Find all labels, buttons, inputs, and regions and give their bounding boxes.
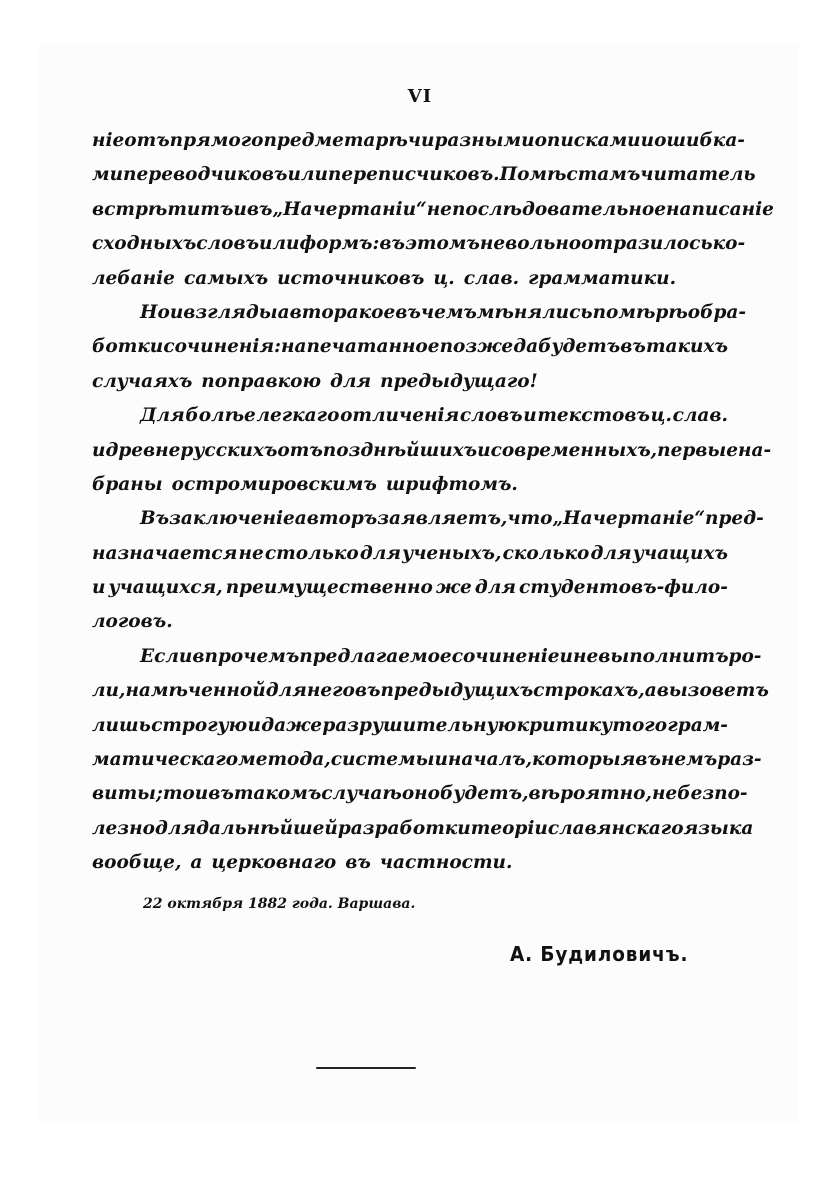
word: для xyxy=(359,542,401,564)
word: и xyxy=(477,439,491,461)
word: ми xyxy=(92,164,124,186)
word: въ xyxy=(246,198,273,220)
word: оно xyxy=(401,783,440,805)
text-line xyxy=(92,399,728,433)
word: источниковъ xyxy=(277,267,425,289)
word: и xyxy=(92,439,106,461)
word: такомъ xyxy=(233,783,322,805)
word: а xyxy=(644,680,657,702)
word: ко- xyxy=(712,233,746,255)
text-line xyxy=(92,330,728,364)
word: учащихся, xyxy=(108,577,223,599)
word: того xyxy=(612,714,668,736)
word: невольно xyxy=(479,233,582,255)
word: отъ xyxy=(124,130,170,151)
word: предлагаемое xyxy=(299,645,452,667)
word: въ xyxy=(635,749,661,771)
word: логовъ. xyxy=(92,611,173,633)
text-line xyxy=(92,158,756,192)
word: не xyxy=(651,783,678,805)
word: предмета xyxy=(263,130,376,151)
word: и xyxy=(169,301,184,323)
word: въ xyxy=(345,852,371,874)
word: же xyxy=(435,577,472,599)
word: въ xyxy=(620,336,646,358)
text-line xyxy=(92,434,772,468)
word: будетъ, xyxy=(439,783,529,805)
word: началъ, xyxy=(447,749,533,771)
word: что xyxy=(507,508,553,530)
word: ц. xyxy=(433,267,455,289)
text-line xyxy=(92,640,762,674)
word: мѣрѣ xyxy=(618,301,688,323)
word: слав. xyxy=(672,405,728,427)
word: отъ xyxy=(277,439,323,461)
word: церковнаго xyxy=(211,852,337,874)
word: лебаніе xyxy=(92,267,175,289)
word: По xyxy=(499,164,530,186)
word: въ xyxy=(395,301,421,323)
word: метода, xyxy=(238,749,331,771)
text-line xyxy=(92,296,747,330)
word: ботки xyxy=(92,336,164,358)
word: разработки xyxy=(337,817,471,839)
page-number: VI xyxy=(407,86,433,107)
word: позже xyxy=(439,336,514,358)
word: ніе xyxy=(92,130,125,151)
word: заявляетъ, xyxy=(377,508,508,530)
word: для xyxy=(265,680,307,702)
word: сочиненія: xyxy=(163,336,281,358)
word: частности. xyxy=(379,852,513,874)
word: мѣнялись xyxy=(476,301,593,323)
word: переписчиковъ. xyxy=(327,164,500,186)
word: грам- xyxy=(667,714,728,736)
word: на- xyxy=(738,439,772,461)
word: „Начертаніи“ xyxy=(272,198,427,220)
word: написаніе xyxy=(666,198,774,220)
word: и xyxy=(92,577,106,599)
word: которыя xyxy=(532,749,636,771)
word: текстовъ xyxy=(537,405,650,427)
word: не xyxy=(238,542,264,564)
word: въ xyxy=(208,783,234,805)
word: древнерусскихъ xyxy=(105,439,278,461)
word: и xyxy=(559,645,573,667)
word: слав. xyxy=(463,267,520,289)
text-line xyxy=(92,124,745,158)
word: и xyxy=(233,198,247,220)
word: сходныхъ xyxy=(92,233,197,255)
word: непослѣдовательное xyxy=(426,198,666,220)
date-line: 22 октября 1882 года. Варшава. xyxy=(143,896,416,912)
word: или xyxy=(287,164,328,186)
word: пред- xyxy=(705,508,764,530)
word: столько xyxy=(264,542,359,564)
word: напечатанное xyxy=(280,336,440,358)
word: строгую xyxy=(151,714,248,736)
word: будетъ xyxy=(538,336,621,358)
word: безпо- xyxy=(677,783,748,805)
text-line xyxy=(92,605,728,639)
word: да xyxy=(513,336,539,358)
word: отличенія xyxy=(340,405,460,427)
word: виты; xyxy=(92,783,163,805)
word: грамматики. xyxy=(528,267,677,289)
word: отразилось xyxy=(581,233,713,255)
word: ученыхъ, xyxy=(402,542,502,564)
word: предыдущаго! xyxy=(380,370,538,392)
word: кое xyxy=(358,301,396,323)
word: для xyxy=(474,577,516,599)
word: прямого xyxy=(169,130,264,151)
word: для xyxy=(154,817,197,839)
text-line xyxy=(92,709,728,743)
word: выполнитъ xyxy=(598,645,729,667)
word: ошибка- xyxy=(654,130,745,151)
word: и xyxy=(434,749,448,771)
word: и xyxy=(523,405,537,427)
word: учащихъ xyxy=(632,542,728,564)
word: не xyxy=(572,645,599,667)
word: позднѣйшихъ xyxy=(322,439,478,461)
word: него xyxy=(306,680,355,702)
body-text xyxy=(92,124,774,881)
text-line xyxy=(92,502,764,536)
word: или xyxy=(259,233,300,255)
text-line xyxy=(92,571,728,605)
word: случаѣ xyxy=(321,783,402,805)
word: теоріи xyxy=(470,817,548,839)
word: такихъ xyxy=(645,336,728,358)
word: ли, xyxy=(92,680,126,702)
word: остромировскимъ xyxy=(171,473,377,495)
word: Если xyxy=(140,645,193,667)
word: по xyxy=(592,301,619,323)
word: заключеніе xyxy=(169,508,295,530)
text-line xyxy=(92,365,728,399)
word: автора xyxy=(277,301,359,323)
word: для xyxy=(330,370,372,392)
word: студентовъ-фило- xyxy=(519,577,728,599)
word: Но xyxy=(140,301,170,323)
text-line xyxy=(92,846,728,880)
word: легкаго xyxy=(256,405,340,427)
word: и xyxy=(247,714,261,736)
word: словъ xyxy=(459,405,523,427)
text-line xyxy=(92,227,746,261)
text-line xyxy=(92,674,769,708)
closing-rule xyxy=(316,1067,416,1069)
word: лишь xyxy=(92,714,151,736)
word: словъ xyxy=(196,233,260,255)
word: въ xyxy=(379,233,405,255)
word: разрушительную xyxy=(322,714,517,736)
word: назначается xyxy=(92,542,238,564)
text-line xyxy=(92,537,728,571)
word: для xyxy=(590,542,632,564)
word: языка xyxy=(683,817,754,839)
word: описками xyxy=(534,130,641,151)
word: немъ xyxy=(660,749,718,771)
author-signature: А. Будиловичъ. xyxy=(510,942,689,966)
word: сколько xyxy=(502,542,590,564)
text-line xyxy=(92,743,762,777)
word: „Начертаніе“ xyxy=(552,508,706,530)
word: системы xyxy=(330,749,435,771)
word: лезно xyxy=(92,817,155,839)
text-line xyxy=(92,193,774,227)
word: читатель xyxy=(640,164,756,186)
word: рѣчи xyxy=(375,130,435,151)
word: славянскаго xyxy=(547,817,684,839)
word: переводчиковъ xyxy=(123,164,288,186)
word: то xyxy=(162,783,195,805)
text-line xyxy=(92,812,754,846)
word: даже xyxy=(261,714,323,736)
word: шрифтомъ. xyxy=(385,473,518,495)
word: и xyxy=(194,783,209,805)
word: строкахъ, xyxy=(533,680,645,702)
word: вѣроятно, xyxy=(528,783,652,805)
word: браны xyxy=(92,473,163,495)
word: критику xyxy=(516,714,613,736)
word: случаяхъ xyxy=(92,370,193,392)
text-line xyxy=(92,262,728,296)
text-line xyxy=(92,468,728,502)
word: ро- xyxy=(728,645,762,667)
word: самыхъ xyxy=(183,267,269,289)
word: сочиненіе xyxy=(451,645,560,667)
word: разными xyxy=(434,130,535,151)
word: а xyxy=(190,852,203,874)
word: формъ: xyxy=(299,233,380,255)
word: первые xyxy=(657,439,739,461)
word: современныхъ, xyxy=(490,439,658,461)
word: вызоветъ xyxy=(656,680,769,702)
word: чемъ xyxy=(420,301,477,323)
word: вообще, xyxy=(92,852,182,874)
word: ц. xyxy=(650,405,672,427)
word: предыдущихъ xyxy=(380,680,534,702)
word: обра- xyxy=(687,301,747,323)
word: поправкою xyxy=(201,370,321,392)
word: встрѣтитъ xyxy=(92,198,234,220)
word: мѣстамъ xyxy=(529,164,641,186)
word: въ xyxy=(354,680,381,702)
word: дальнѣйшей xyxy=(196,817,338,839)
word: впрочемъ xyxy=(192,645,300,667)
text-line xyxy=(92,777,748,811)
word: авторъ xyxy=(294,508,378,530)
word: взгляды xyxy=(183,301,278,323)
word: раз- xyxy=(717,749,762,771)
word: Для xyxy=(140,405,185,427)
word: этомъ xyxy=(404,233,480,255)
word: матическаго xyxy=(92,749,239,771)
word: преимущественно xyxy=(225,577,433,599)
word: намѣченной xyxy=(125,680,266,702)
word: и xyxy=(640,130,655,151)
word: Въ xyxy=(140,508,170,530)
word: болѣе xyxy=(185,405,256,427)
